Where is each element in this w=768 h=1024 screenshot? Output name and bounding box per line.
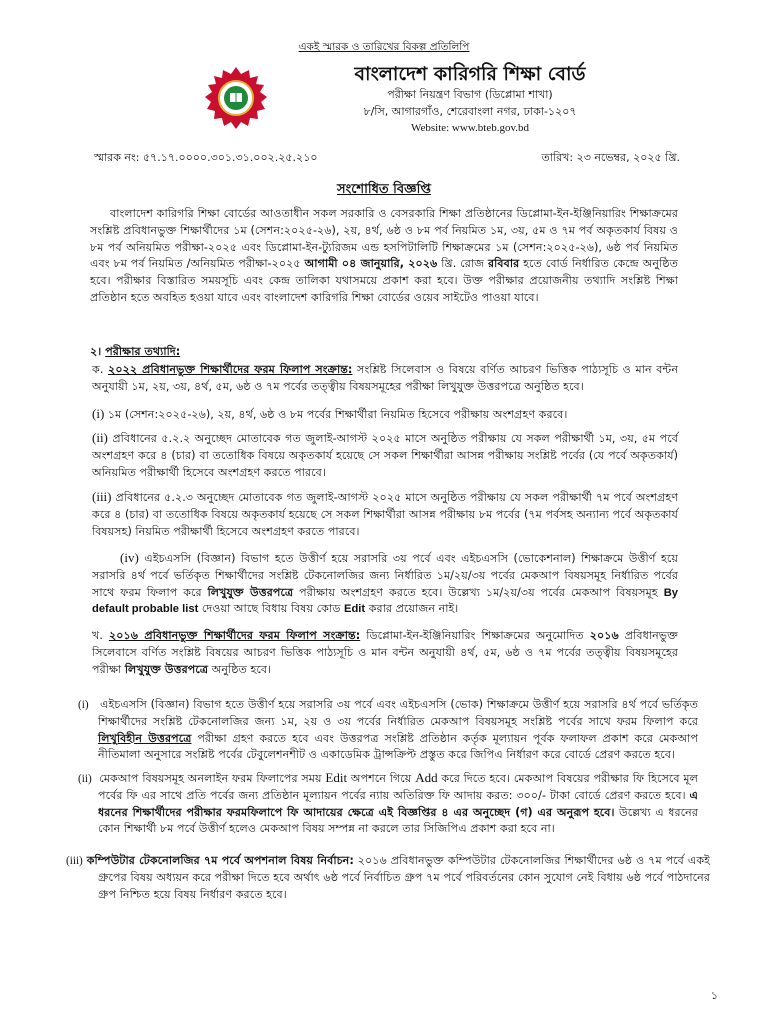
section-k-item-iii: (iii) প্রবিধানের ৫.২.৩ অনুচ্ছেদ মোতাবেক গত জুলাই-আগস্ট ২০২৫ মাসে অনুষ্ঠিত পরীক্ষায় যে সকল পরীক্ষার্থী ৭ম পর্বে অংশগ্রহণ করে ৪ (চার) বা ততোধিক বিষয়ে অকৃতকার্য হয়েছে সে সকল শিক্ষার্থীরা আসন্ন পরীক্ষায় ৮ম পর্বের (৭ম পর্বসহ অন্যান্য পর্বে অকৃতকার্য বিষয়সহ) নিয়মিত পরীক্ষার্থী হিসেবে অংশগ্রহণ করতে পারবে।	[92, 489, 679, 538]
section-kh: খ. ২০১৬ প্রবিধানভুক্ত শিক্ষার্থীদের ফরম ফিলাপ সংক্রান্ত: ডিপ্লোমা-ইন-ইঞ্জিনিয়ারিং শিক্ষাক্রমের অনুমোদিত ২০১৬ প্রবিধানভুক্ত সিলেবাসে বর্ণিত সংশ্লিষ্ট বিষয়ের আচরণ ভিত্তিক পাঠ্যসূচি ও মান বন্টন অনুযায়ী ৪র্থ, ৫ম, ৬ষ্ঠ ও ৭ম পর্বের তত্ত্বীয় বিষয়সমূহের পরীক্ষা লিখুযুক্ত উত্তরপত্রে অনুষ্ঠিত হবে।	[92, 629, 678, 676]
section-k-item-i: (i) ১ম (সেশন:২০২৫-২৬), ২য়, ৪র্থ, ৬ষ্ঠ ও ৮ম পর্বের শিক্ষার্থীরা নিয়মিত হিসেবে পরীক্ষায় অংশগ্রহণ করবে।	[92, 406, 568, 421]
section-2-heading: ২। পরীক্ষার তথ্যাদি:	[90, 345, 181, 358]
board-seal-icon	[204, 66, 268, 130]
department-name: পরীক্ষা নিয়ন্ত্রণ বিভাগ (ডিপ্লোমা শাখা)	[387, 88, 553, 101]
section-k: ক. ২০২২ প্রবিধানভুক্ত শিক্ষার্থীদের ফরম ফিলাপ সংক্রান্ত: সংশ্লিষ্ট সিলেবাস ও বিষয়ে বর্ণিত আচরণ ভিত্তিক পাঠ্যসূচি ও মান বন্টন অনুযায়ী ১ম, ২য়, ৩য়, ৪র্থ, ৫ম, ৬ষ্ঠ ও ৭ম পর্বের তত্ত্বীয় বিষয়সমূহের পরীক্ষা লিখুযুক্ত উত্তরপত্রে অনুষ্ঠিত হবে।	[92, 363, 679, 393]
board-name: বাংলাদেশ কারিগরি শিক্ষা বোর্ড	[354, 63, 586, 85]
copy-note: একই স্মারক ও তারিখের বিকল্প প্রতিলিপি	[298, 41, 470, 53]
board-address: ৮/সি, আগারগাঁও, শেরেবাংলা নগর, ঢাকা-১২০৭	[363, 105, 577, 118]
board-website: Website: www.bteb.gov.bd	[410, 122, 530, 134]
notice-date: তারিখ: ২৩ নভেম্বর, ২০২৫ খ্রি.	[541, 151, 680, 164]
section-kh-item-iii: (iii) কম্পিউটার টেকনোলজির ৭ম পর্বে অপশনাল বিষয় নির্বাচন: ২০১৬ প্রবিধানভুক্ত কম্পিউটার টেকনোলজির শিক্ষার্থীদের ৬ষ্ঠ ও ৭ম পর্বে একই গ্রুপের বিষয় অধ্যয়ন করে পরীক্ষা দিতে হবে অর্থাৎ ৬ষ্ঠ পর্বে নির্বাচিত গ্রুপ ৭ম পর্বে পরিবর্তনের কোন সুযোগ নেই বিধায় ৬ষ্ঠ পর্বে পাঠদানের গ্রুপ নিশ্চিত হয়ে বিষয় নির্ধারণ করতে হবে।	[66, 854, 710, 901]
section-k-item-ii: (ii) প্রবিধানের ৫.২.২ অনুচ্ছেদ মোতাবেক গত জুলাই-আগস্ট ২০২৫ মাসে অনুষ্ঠিত পরীক্ষায় যে সকল পরীক্ষার্থী ১ম, ৩য়, ৫ম পর্বে অংশগ্রহণ করে ৪ (চার) বা ততোধিক বিষয়ে অকৃতকার্য হয়েছে সে সকল শিক্ষার্থীরা আসন্ন পরীক্ষায় সংশ্লিষ্ট পর্বের (যে পর্বে অকৃতকার্য) অনিয়মিত পরীক্ষার্থী হিসেবে অংশগ্রহণ করতে পারবে।	[92, 430, 678, 479]
section-kh-item-i: (i) এইচএসসি (বিজ্ঞান) বিভাগ হতে উত্তীর্ণ হয়ে সরাসরি ৩য় পর্বে এবং এইচএসসি (ভোক) শিক্ষাক্রমে উত্তীর্ণ হয়ে সরাসরি ৪র্থ পর্বে ভর্তিকৃত শিক্ষার্থীদের সংশ্লিষ্ট টেকনোলজির জন্য ১ম, ২য় ও ৩য় পর্বের নির্ধারিত মেকআপ বিষয়সমূহ সংশ্লিষ্ট পর্বের সাথে ফরম ফিলাপ করে লিখুবিহীন উত্তরপত্রে পরীক্ষা গ্রহণ করতে হবে এবং উত্তরপত্র সংশ্লিষ্ট প্রতিষ্ঠান কর্তৃক মূল্যায়ন পূর্বক ফলাফল প্রকাশ করে মেকআপ নীতিমালা অনুসারে সংশ্লিষ্ট পর্বের টেবুলেশনশীট ও একাডেমিক ট্রান্সক্রিপ্ট প্রস্তুত করে জিপিএ নির্ধারণ করে বোর্ডে প্রেরণ করতে হবে।	[78, 698, 699, 762]
notice-title: সংশোধিত বিজ্ঞপ্তি	[337, 182, 431, 197]
intro-paragraph: বাংলাদেশ কারিগরি শিক্ষা বোর্ডের আওতাধীন সকল সরকারি ও বেসরকারি শিক্ষা প্রতিষ্ঠানের ডিপ্লোমা-ইন-ইঞ্জিনিয়ারিং শিক্ষাক্রমের সংশ্লিষ্ট প্রবিধানভুক্ত শিক্ষার্থীদের ১ম (সেশন:২০২৫-২৬), ২য়, ৪র্থ, ৬ষ্ঠ ও ৮ম পর্ব নিয়মিত ১ম, ৩য়, ৫ম ও ৭ম পর্ব অকৃতকার্য বিষয় ও ৮ম পর্ব অনিয়মিত পরীক্ষা-২০২৫ এবং ডিপ্লোমা-ইন-ট্যুরিজম এন্ড হসপিটালিটি শিক্ষাক্রমের ১ম (সেশন:২০২৫-২৬), ৬ষ্ঠ পর্ব নিয়মিত এবং ৮ম পর্ব নিয়মিত /অনিয়মিত পরীক্ষা-২০২৫ আগামী ০৪ জানুয়ারি, ২০২৬ খ্রি. রোজ রবিবার হতে বোর্ড নির্ধারিত কেন্দ্রে অনুষ্ঠিত হবে। পরীক্ষার বিস্তারিত সময়সূচি এবং কেন্দ্র তালিকা যথাসময়ে প্রকাশ করা হবে। উক্ত পরীক্ষার প্রয়োজনীয় তথ্যাদি সংশ্লিষ্ট শিক্ষা প্রতিষ্ঠান হতে অবহিত হওয়া যাবে এবং বাংলাদেশ কারিগরি শিক্ষা বোর্ডের ওয়েব সাইটেও পাওয়া যাবে।	[90, 207, 678, 304]
memo-number: স্মারক নং: ৫৭.১৭.০০০০.৩০১.৩১.০০২.২৫.২১০	[94, 151, 318, 164]
page-number: ১	[710, 988, 718, 1002]
section-k-item-iv: (iv) এইচএসসি (বিজ্ঞান) বিভাগ হতে উত্তীর্ণ হয়ে সরাসরি ৩য় পর্বে এবং এইচএসসি (ভোকেশনাল) শিক্ষাক্রমে উত্তীর্ণ হয়ে সরাসরি ৪র্থ পর্বে ভর্তিকৃত শিক্ষার্থীদের সংশ্লিষ্ট টেকনোলজির জন্য নির্ধারিত ১ম/২য়/৩য় পর্বের মেকআপ বিষয়সমূহ নির্ধারিত পর্বের সাথে ফরম ফিলাপ করে লিখুযুক্ত উত্তরপত্রে পরীক্ষায় অংশগ্রহণ করতে হবে। উল্লেখ্য ১ম/২য়/৩য় পর্বের মেকআপ বিষয়সমূহ By default probable list দেওয়া আছে বিধায় বিষয় কোড Edit করার প্রয়োজন নাই।	[92, 550, 678, 616]
section-kh-item-ii: (ii) মেকআপ বিষয়সমূহ অনলাইন ফরম ফিলাপের সময় Edit অপশনে গিয়ে Add করে দিতে হবে। মেকআপ বিষয়ের পরীক্ষার ফি হিসেবে মূল পর্বের ফি এর সাথে প্রতি পর্বের জন্য প্রতিষ্ঠান মূল্যায়ন পর্বের ন্যায় অতিরিক্ত ফি আদায় করত: ৩০০/- টাকা বোর্ডে প্রেরণ করতে হবে। এ ধরনের শিক্ষার্থীদের পরীক্ষার ফরমফিলাপে ফি আদায়ের ক্ষেত্রে এই বিজ্ঞপ্তির ৪ এর অনুচ্ছেদ (গ) এর অনুরূপ হবে। উল্লেখ্য এ ধরনের কোন শিক্ষার্থী ৮ম পর্বে উত্তীর্ণ হলেও মেকআপ বিষয় সম্পন্ন না করলে তার সিজিপিএ প্রকাশ করা হবে না।	[78, 770, 698, 836]
